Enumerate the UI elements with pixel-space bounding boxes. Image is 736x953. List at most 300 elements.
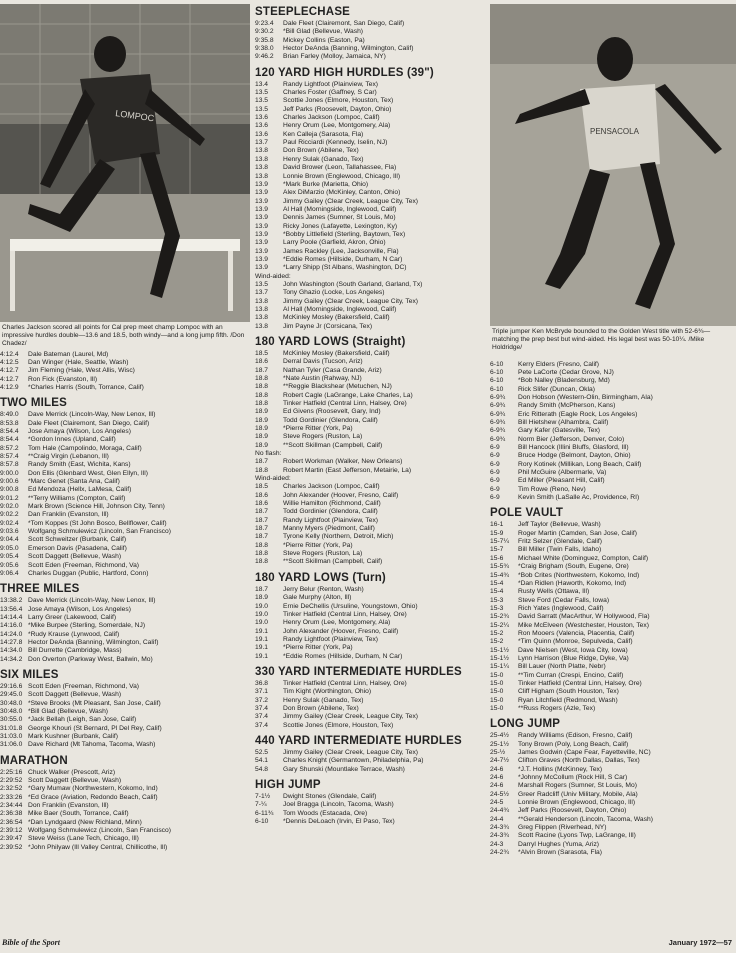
result-row xyxy=(0,700,250,708)
result-row xyxy=(490,494,736,502)
result-row xyxy=(0,769,250,777)
photo-hurdler-charles-jackson xyxy=(0,4,250,322)
athlete-school: Jimmy Gailey (Clear Creek, League City, Tex) xyxy=(283,748,419,756)
result-row xyxy=(255,248,487,256)
athlete-school: Ed Givens (Roosevelt, Gary, Ind) xyxy=(283,408,381,416)
result-row xyxy=(255,619,487,627)
athlete-school: John Alexander (Hoover, Fresno, Calif) xyxy=(283,491,399,499)
result-row xyxy=(255,408,487,416)
result-row xyxy=(0,647,250,655)
athlete-school: Tinker Hatfield (Central Linn, Halsey, Ore) xyxy=(283,610,407,618)
athlete-school: Todd Gordinier (Glendora, Calif) xyxy=(283,508,378,516)
athlete-school: *Bill Glad (Bellevue, Wash) xyxy=(283,28,364,36)
result-mark: 31:06.0 xyxy=(0,741,23,749)
athlete-school: Bill Durrette (Cambridge, Mass) xyxy=(28,647,122,655)
athlete-school: Pete LaCorte (Cedar Grove, NJ) xyxy=(518,368,614,376)
high-jump-results-continued xyxy=(490,361,736,503)
athlete-school: Ron Mooers (Valencia, Placentia, Calif) xyxy=(518,629,635,637)
athlete-school: Robert Martin (East Jefferson, Metairie, La) xyxy=(283,466,412,474)
athlete-school: Ryan Litchfield (Redmond, Wash) xyxy=(518,696,618,704)
athlete-school: Cliff Higham (South Houston, Tex) xyxy=(518,688,619,696)
result-row xyxy=(490,697,736,705)
result-mark: 13.9 xyxy=(255,247,269,255)
svg-text:LOMPOC: LOMPOC xyxy=(114,108,155,124)
athlete-school: *Dan Lyndgaard (New Richland, Minn) xyxy=(28,818,142,826)
result-mark: 24-4 xyxy=(490,815,504,823)
athlete-school: Rick Slifer (Duncan, Okla) xyxy=(518,385,595,393)
result-row xyxy=(255,122,487,130)
result-row xyxy=(255,264,487,272)
result-mark: 2:39:12 xyxy=(0,827,23,835)
result-mark: 14:16.0 xyxy=(0,622,23,630)
result-row xyxy=(255,550,487,558)
athlete-school: *Mark Burke (Marietta, Ohio) xyxy=(283,180,369,188)
result-mark: 14:34.0 xyxy=(0,647,23,655)
athlete-school: *Gary Mumaw (Northwestern, Kokomo, Ind) xyxy=(28,785,158,793)
athlete-school: Tinker Hatfield (Central Linn, Halsey, Ore) xyxy=(518,679,642,687)
result-row xyxy=(255,483,487,491)
event-heading: 330 YARD INTERMEDIATE HURDLES xyxy=(255,665,462,678)
athlete-school: Nathan Tyler (Casa Grande, Ariz) xyxy=(283,366,382,374)
result-row xyxy=(0,708,250,716)
athlete-school: Randy Lightfoot (Plainview, Tex) xyxy=(283,635,379,643)
result-mark: 18.8 xyxy=(255,550,269,558)
result-mark: 15-2 xyxy=(490,638,504,646)
athlete-school: Lonnie Brown (Englewood, Chicago, Ill) xyxy=(283,172,401,180)
photo-caption-right: Triple jumper Ken McBryde bounded to the Golden West title with 52-6¾—matching the prep best but wind-aided. His legal best was 50-10¼. /Mike Holdridge/ xyxy=(492,328,711,352)
athlete-school: Tim Kight (Worthington, Ohio) xyxy=(283,688,372,696)
athlete-school: Ed Mendoza (Hellx, LaMesa, Calif) xyxy=(28,486,132,494)
result-row xyxy=(255,517,487,525)
athlete-school: Roger Martin (Camden, San Jose, Calif) xyxy=(518,529,637,537)
result-mark: 15-2¼ xyxy=(490,621,509,629)
result-mark: 15-7¼ xyxy=(490,538,509,546)
result-row xyxy=(0,478,250,486)
result-row xyxy=(0,844,250,852)
result-mark: 8:49.0 xyxy=(0,411,19,419)
result-mark: 24-4¾ xyxy=(490,807,509,815)
result-row xyxy=(255,636,487,644)
event-heading: MARATHON xyxy=(0,754,68,767)
result-row xyxy=(255,508,487,516)
athlete-school: Mark Brown (Science Hill, Johnson City, Tenn) xyxy=(28,503,165,511)
event-heading: TWO MILES xyxy=(0,397,67,410)
result-mark: 9:38.0 xyxy=(255,45,274,53)
athlete-school: *Nate Austin (Rahway, NJ) xyxy=(283,375,362,383)
result-row xyxy=(255,114,487,122)
result-row xyxy=(490,849,736,857)
result-mark: 2:39:47 xyxy=(0,835,23,843)
result-mark: 6-11¾ xyxy=(255,809,274,817)
result-row xyxy=(0,570,250,578)
athlete-school: *Eddie Romes (Hillside, Durham, N Car) xyxy=(283,255,403,263)
result-row xyxy=(255,173,487,181)
result-mark: 19.0 xyxy=(255,619,269,627)
athlete-school: James Rackley (Lee, Jacksonville, Fla) xyxy=(283,247,399,255)
result-row xyxy=(490,436,736,444)
result-mark: 30:55.0 xyxy=(0,716,23,724)
athlete-school: Randy Lightfoot (Plainview, Tex) xyxy=(283,80,379,88)
athlete-school: Ken Calleja (Sarasota, Fla) xyxy=(283,130,364,138)
athlete-school: Bruce Hodge (Belmont, Dayton, Ohio) xyxy=(518,452,631,460)
result-mark: 6-9¾ xyxy=(490,419,506,427)
result-mark: 24-7½ xyxy=(490,757,509,765)
result-mark: 13:56.4 xyxy=(0,605,23,613)
athlete-school: *Pierre Ritter (York, Pa) xyxy=(283,541,353,549)
result-mark: 6-9 xyxy=(490,494,500,502)
athlete-school: Eric Ritterath (Eagle Rock, Los Angeles) xyxy=(518,410,638,418)
athlete-school: Chuck Walker (Prescott, Ariz) xyxy=(28,768,116,776)
result-row xyxy=(0,597,250,605)
result-row xyxy=(490,546,736,554)
result-row xyxy=(255,106,487,114)
result-mark: 29:45.0 xyxy=(0,691,23,699)
result-row xyxy=(255,45,487,53)
result-row xyxy=(0,359,250,367)
result-mark: 18.7 xyxy=(255,508,269,516)
result-row xyxy=(255,688,487,696)
athlete-school: *Larry Shipp (St Albans, Washington, DC) xyxy=(283,264,407,272)
athlete-school: Larry Greer (Lakewood, Calif) xyxy=(28,613,117,621)
result-row xyxy=(490,588,736,596)
athlete-school: Willie Hamilton (Richmond, Calif) xyxy=(283,500,381,508)
result-mark: 37.4 xyxy=(255,713,269,721)
athlete-school: Randy Williams (Edison, Fresno, Calif) xyxy=(518,732,633,740)
result-mark: 13.7 xyxy=(255,289,269,297)
athlete-school: Don Franklin (Evanston, Ill) xyxy=(28,802,109,810)
photo-triple-jumper-ken-mcbryde xyxy=(490,4,736,326)
result-row xyxy=(490,799,736,807)
result-mark: 6-9 xyxy=(490,477,500,485)
result-row xyxy=(0,528,250,536)
result-row xyxy=(255,214,487,222)
athlete-school: Derral Davis (Tucson, Ariz) xyxy=(283,358,363,366)
result-row xyxy=(255,198,487,206)
athlete-school: Don Brown (Abilene, Tex) xyxy=(283,147,359,155)
result-mark: 18.7 xyxy=(255,458,269,466)
athlete-school: **Reggie Blackshear (Metuchen, NJ) xyxy=(283,383,392,391)
athlete-school: **Craig Virgin (Lebanon, Ill) xyxy=(28,453,109,461)
athlete-school: Steve Rogers (Ruston, La) xyxy=(283,550,363,558)
result-row xyxy=(255,350,487,358)
result-row xyxy=(255,189,487,197)
result-mark: 7-1½ xyxy=(255,793,271,801)
result-mark: 13.4 xyxy=(255,80,269,88)
athlete-school: *Gordon Innes (Upland, Calif) xyxy=(28,436,116,444)
result-mark: 14:24.0 xyxy=(0,630,23,638)
result-mark: 2:36:54 xyxy=(0,818,23,826)
result-row xyxy=(255,749,487,757)
result-row xyxy=(0,622,250,630)
result-mark: 18.9 xyxy=(255,594,269,602)
result-row xyxy=(0,428,250,436)
result-row xyxy=(490,841,736,849)
result-mark: 18.7 xyxy=(255,533,269,541)
athlete-school: Michael White (Dominguez, Compton, Calif) xyxy=(518,554,649,562)
result-mark: 13.9 xyxy=(255,180,269,188)
result-mark: 13.5 xyxy=(255,105,269,113)
result-row xyxy=(490,766,736,774)
result-mark: 15-2¾ xyxy=(490,613,509,621)
event-heading: SIX MILES xyxy=(0,668,59,681)
result-mark: 15-5¾ xyxy=(490,563,509,571)
result-row xyxy=(255,492,487,500)
athlete-school: Mark Kushner (Burbank, Calif) xyxy=(28,733,118,741)
athlete-school: *Bob Nalley (Bladensburg, Md) xyxy=(518,377,610,385)
athlete-school: Lonnie Brown (Englewood, Chicago, Ill) xyxy=(518,799,636,807)
result-mark: 13.7 xyxy=(255,139,269,147)
athlete-school: Jose Amaya (Wilson, Los Angeles) xyxy=(28,605,131,613)
athlete-school: Dale Bateman (Laurel, Md) xyxy=(28,350,109,358)
result-mark: 13.8 xyxy=(255,322,269,330)
result-mark: 13.8 xyxy=(255,305,269,313)
jumper-photo-graphic xyxy=(490,4,736,326)
athlete-school: **Gerald Henderson (Lincoln, Tacoma, Wash) xyxy=(518,815,653,823)
athlete-school: *Tim Quinn (Monroe, Sepulveda, Calif) xyxy=(518,638,633,646)
result-mark: 8:54.4 xyxy=(0,428,19,436)
result-mark: 9:06.4 xyxy=(0,569,19,577)
result-mark: 19.1 xyxy=(255,627,269,635)
result-row xyxy=(490,672,736,680)
result-mark: 24-5½ xyxy=(490,790,509,798)
athlete-school: Jim Payne Jr (Corsicana, Tex) xyxy=(283,322,373,330)
result-mark: 16-1 xyxy=(490,521,504,529)
result-mark: 18.5 xyxy=(255,483,269,491)
athlete-school: Henry Orum (Lee, Montgomery, Ala) xyxy=(283,619,391,627)
athlete-school: Kerry Elders (Fresno, Calif) xyxy=(518,360,600,368)
athlete-school: Wolfgang Schmulewicz (Lincoln, San Francisco) xyxy=(28,827,171,835)
result-row xyxy=(255,314,487,322)
athlete-school: Al Hall (Morningside, Inglewood, Calif) xyxy=(283,305,397,313)
result-row xyxy=(490,680,736,688)
athlete-school: Dave Merrick (Lincoln-Way, New Lenox, Ill) xyxy=(28,411,156,419)
result-row xyxy=(0,802,250,810)
result-row xyxy=(255,644,487,652)
event-heading: THREE MILES xyxy=(0,583,80,596)
athlete-school: Rich Yates (Inglewood, Calif) xyxy=(518,604,604,612)
athlete-school: Dale Fleet (Clairemont, San Diego, Calif) xyxy=(283,20,405,27)
result-mark: 15-9 xyxy=(490,529,504,537)
athlete-school: Dave Nielsen (West, Iowa City, Iowa) xyxy=(518,646,628,654)
result-row xyxy=(255,433,487,441)
athlete-school: Rusty Wells (Ottawa, Ill) xyxy=(518,588,590,596)
athlete-school: Jimmy Gailey (Clear Creek, League City, Tex) xyxy=(283,713,419,721)
athlete-school: Ron Fick (Evanston, Ill) xyxy=(28,375,98,383)
result-row xyxy=(490,782,736,790)
result-row xyxy=(255,653,487,661)
result-row xyxy=(255,818,487,826)
result-row xyxy=(255,298,487,306)
result-row xyxy=(255,542,487,550)
result-row xyxy=(490,580,736,588)
result-row xyxy=(255,37,487,45)
result-mark: 15-6 xyxy=(490,554,504,562)
result-mark: 6-9 xyxy=(490,469,500,477)
athlete-school: Jeff Parks (Roosevelt, Dayton, Ohio) xyxy=(518,807,627,815)
subgroup-label: Wind-aided: xyxy=(255,272,291,280)
result-mark: 13.6 xyxy=(255,122,269,130)
athlete-school: Don Brown (Abilene, Tex) xyxy=(283,704,359,712)
athlete-school: Ricky Jones (Lafayette, Lexington, Ky) xyxy=(283,222,398,230)
result-mark: 9:35.8 xyxy=(255,36,274,44)
result-row xyxy=(0,553,250,561)
athlete-school: Jerry Belur (Renton, Wash) xyxy=(283,585,364,593)
footer-page-number: January 1972—57 xyxy=(668,938,732,947)
result-row xyxy=(255,383,487,391)
athlete-school: Hector DeAnda (Banning, Wilmington, Calif) xyxy=(283,45,414,53)
result-mark: 13.9 xyxy=(255,222,269,230)
result-mark: 13.9 xyxy=(255,214,269,222)
athlete-school: Gary Shunski (Mountlake Terrace, Wash) xyxy=(283,765,405,773)
athlete-school: Clifton Graves (North Dallas, Dallas, Tex) xyxy=(518,757,640,765)
result-row xyxy=(490,386,736,394)
athlete-school: *Craig Brigham (South, Eugene, Ore) xyxy=(518,563,629,571)
athlete-school: Tim Rowe (Reno, Nev) xyxy=(518,485,586,493)
athlete-school: Scott Racine (Lyons Twp, LaGrange, Ill) xyxy=(518,832,636,840)
athlete-school: *J.T. Hollins (McKinney, Tex) xyxy=(518,765,603,773)
subgroup-label: No flash: xyxy=(255,450,282,458)
athlete-school: Charles Duggan (Public, Hartford, Conn) xyxy=(28,569,149,577)
result-row xyxy=(490,452,736,460)
result-row xyxy=(255,697,487,705)
result-row xyxy=(490,361,736,369)
result-row xyxy=(490,563,736,571)
athlete-school: Ed Miller (Pleasant Hill, Calif) xyxy=(518,477,605,485)
result-row xyxy=(255,392,487,400)
result-row xyxy=(490,411,736,419)
result-mark: 9:02.2 xyxy=(0,511,19,519)
result-mark: 15-0 xyxy=(490,679,504,687)
result-mark: 19.0 xyxy=(255,610,269,618)
result-mark: 13.6 xyxy=(255,114,269,122)
athlete-school: Steve Rogers (Ruston, La) xyxy=(283,433,363,441)
result-mark: 15-3 xyxy=(490,604,504,612)
result-row xyxy=(0,453,250,461)
athlete-school: Don Hobson (Western-Olin, Birmingham, Ala) xyxy=(518,393,653,401)
middle-column-sections xyxy=(255,6,487,826)
result-mark: 13.9 xyxy=(255,197,269,205)
athlete-school: *Charles Harris (South, Torrance, Calif) xyxy=(28,383,144,391)
result-mark: 8:57.8 xyxy=(0,461,19,469)
athlete-school: Bill Lauer (North Platte, Nebr) xyxy=(518,663,606,671)
result-row xyxy=(255,458,487,466)
result-mark: 15-2 xyxy=(490,629,504,637)
result-mark: 30:48.0 xyxy=(0,707,23,715)
event-heading: 120 YARD HIGH HURDLES (39") xyxy=(255,66,434,79)
result-row xyxy=(0,683,250,691)
result-row xyxy=(0,495,250,503)
athlete-school: Greg Flippen (Riverhead, NY) xyxy=(518,824,607,832)
result-row xyxy=(490,427,736,435)
result-row xyxy=(490,647,736,655)
result-mark: 9:00.8 xyxy=(0,486,19,494)
result-row xyxy=(490,369,736,377)
result-row xyxy=(0,470,250,478)
athlete-school: Tony Ghazio (Locke, Los Angeles) xyxy=(283,289,385,297)
result-row xyxy=(255,801,487,809)
athlete-school: Jim Fleming (Hale, West Allis, Wisc) xyxy=(28,367,135,375)
result-row xyxy=(490,394,736,402)
result-row xyxy=(0,819,250,827)
athlete-school: Randy Lightfoot (Plainview, Tex) xyxy=(283,516,379,524)
result-mark: 4:12.7 xyxy=(0,367,19,375)
athlete-school: Bill Hietshew (Alhambra, Calif) xyxy=(518,419,609,427)
athlete-school: *Steve Brooks (Mt Pleasant, San Jose, Calif) xyxy=(28,699,161,707)
athlete-school: Dale Fleet (Clairemont, San Diego, Calif) xyxy=(28,419,150,427)
athlete-school: **Scott Skillman (Campbell, Calif) xyxy=(283,441,383,449)
result-mark: 13.8 xyxy=(255,314,269,322)
athlete-school: **Russ Rogers (Azle, Tex) xyxy=(518,705,596,713)
result-mark: 25-½ xyxy=(490,749,506,757)
result-row xyxy=(490,538,736,546)
result-mark: 9:05.0 xyxy=(0,544,19,552)
column-left xyxy=(0,4,250,852)
athlete-school: David Brower (Leon, Tallahassee, Fla) xyxy=(283,164,397,172)
result-row xyxy=(255,722,487,730)
result-mark: 6-9 xyxy=(490,460,500,468)
result-mark: 18.6 xyxy=(255,358,269,366)
result-mark: 30:48.0 xyxy=(0,699,23,707)
athlete-school: **Terry Williams (Compton, Calif) xyxy=(28,494,126,502)
result-mark: 37.2 xyxy=(255,696,269,704)
result-mark: 19.0 xyxy=(255,602,269,610)
athlete-school: *Pierre Ritter (York, Pa) xyxy=(283,425,353,433)
result-row xyxy=(0,639,250,647)
result-mark: 15-3 xyxy=(490,596,504,604)
athlete-school: Emerson Davis (Pasadena, Calif) xyxy=(28,544,127,552)
athlete-school: **Tim Curran (Crespi, Encino, Calif) xyxy=(518,671,624,679)
athlete-school: Scott Daggett (Bellevue, Wash) xyxy=(28,777,122,785)
result-mark: 52.5 xyxy=(255,748,269,756)
result-row xyxy=(490,444,736,452)
athlete-school: *Pierre Ritter (York, Pa) xyxy=(283,644,353,652)
athlete-school: George Khouri (St Bernard, Pl Del Rey, Calif) xyxy=(28,724,162,732)
result-mark: 8:57.4 xyxy=(0,453,19,461)
result-mark: 2:33:26 xyxy=(0,793,23,801)
result-mark: 14:14.4 xyxy=(0,613,23,621)
result-mark: 14:27.8 xyxy=(0,638,23,646)
result-mark: 18.9 xyxy=(255,408,269,416)
athlete-school: Henry Orum (Lee, Montgomery, Ala) xyxy=(283,122,391,130)
athlete-school: Gary Kafer (Gatesville, Tex) xyxy=(518,427,601,435)
athlete-school: Jimmy Gailey (Clear Creek, League City, Tex) xyxy=(283,197,419,205)
athlete-school: John Washington (South Garland, Garland, Tx) xyxy=(283,280,423,288)
event-heading: LONG JUMP xyxy=(490,718,561,731)
result-row xyxy=(255,442,487,450)
result-row xyxy=(255,417,487,425)
result-mark: 25-4½ xyxy=(490,732,509,740)
result-row xyxy=(0,835,250,843)
result-mark: 13.9 xyxy=(255,255,269,263)
result-mark: 7-¼ xyxy=(255,801,267,809)
result-mark: 18.8 xyxy=(255,400,269,408)
result-mark: 2:32:52 xyxy=(0,785,23,793)
result-row xyxy=(255,323,487,331)
result-row xyxy=(255,680,487,688)
result-row xyxy=(255,147,487,155)
result-mark: 6-9¾ xyxy=(490,393,506,401)
result-row xyxy=(0,716,250,724)
result-mark: 13.6 xyxy=(255,130,269,138)
result-row xyxy=(255,164,487,172)
result-row xyxy=(490,530,736,538)
athlete-school: Scott Eden (Freeman, Richmond, Va) xyxy=(28,682,140,690)
result-row xyxy=(255,810,487,818)
result-mark: 18.8 xyxy=(255,558,269,566)
athlete-school: Randy Smith (McPherson, Kans) xyxy=(518,402,616,410)
athlete-school: *Dennis DeLoach (Irvin, El Paso, Tex) xyxy=(283,818,395,826)
result-row xyxy=(255,139,487,147)
